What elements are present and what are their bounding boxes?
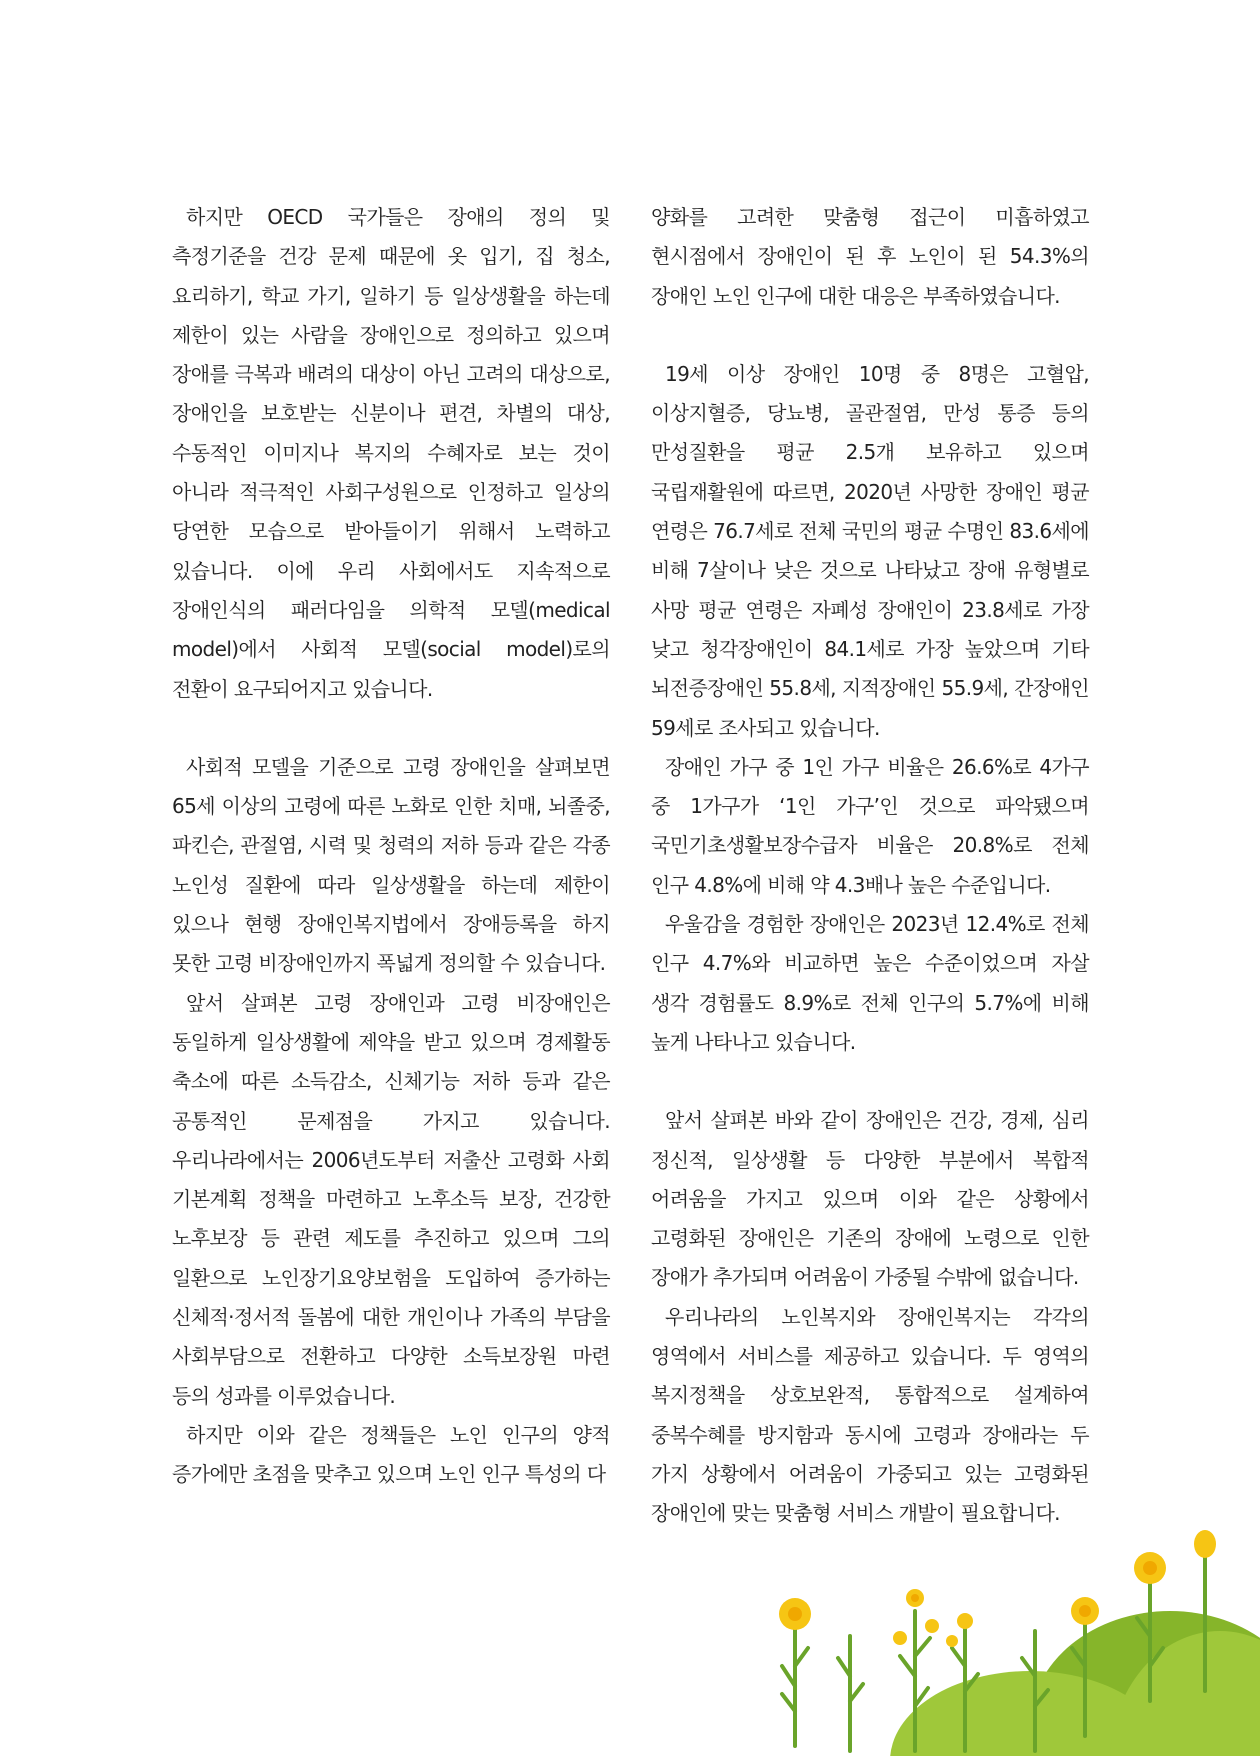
paragraph-chronic-disease: 19세 이상 장애인 10명 중 8명은 고혈압, 이상지혈증, 당뇨병, 골관절염, 만성 통증 등의 만성질환을 평균 2.5개 보유하고 있으며 국립재활원에 따르면, 2020년 사망한 장애인 평균 연령은 76.7세로 전체 국민의 평균 수명인 83.6세에 비해 7살이나 낮은 것으로 나타났고 장애 유형별로 사망 평균 연령은 자폐성 장애인이 23.8세로 가장 낮고 청각장애인이 84.1세로 가장 높았으며 기타 뇌전증장애인 55.8세, 지적장애인 55.9세, 간장애인 59세로 조사되고 있습니다. (651, 361, 1089, 740)
left-column (172, 198, 610, 1495)
flower (1071, 1597, 1099, 1625)
flower (946, 1635, 958, 1647)
flower (1194, 1530, 1216, 1558)
paragraph-gap (651, 1062, 1089, 1101)
paragraph-policy-limits: 하지만 이와 같은 정책들은 노인 인구의 양적 증가에만 초점을 맞추고 있으며 노인 인구 특성의 다 (172, 1422, 610, 1487)
flower (906, 1589, 924, 1607)
paragraph-single-household: 장애인 가구 중 1인 가구 비율은 26.6%로 4가구 중 1가구가 ‘1인 가구’인 것으로 파악됐으며 국민기초생활보장수급자 비율은 20.8%로 전체 인구 4.8%에 비해 약 4.3배나 높은 수준입니다. (651, 754, 1089, 897)
flower (893, 1631, 907, 1645)
flower-hill-illustration (700, 1526, 1260, 1756)
paragraph-policy-limits-cont: 양화를 고려한 맞춤형 접근이 미흡하였고 현시점에서 장애인이 된 후 노인이 된 54.3%의 장애인 노인 인구에 대한 대응은 부족하였습니다. (651, 205, 1089, 308)
flower (779, 1598, 811, 1630)
paragraph-complex-difficulties: 앞서 살펴본 바와 같이 장애인은 건강, 경제, 심리 정신적, 일상생활 등 다양한 부분에서 복합적 어려움을 가지고 있으며 이와 같은 상황에서 고령화된 장애인은 기존의 장애에 노령으로 인한 장애가 추가되며 어려움이 가중될 수밖에 없습니다. (651, 1108, 1089, 1290)
paragraph-welfare-integration: 우리나라의 노인복지와 장애인복지는 각각의 영역에서 서비스를 제공하고 있습니다. 두 영역의 복지정책을 상호보완적, 통합적으로 설계하여 중복수혜를 방지함과 동시에 고령과 장애라는 두 가지 상황에서 어려움이 가중되고 있는 고령화된 장애인에 맞는 맞춤형 서비스 개발이 필요합니다. (651, 1304, 1089, 1526)
paragraph-gap (651, 316, 1089, 355)
flower (925, 1619, 939, 1633)
paragraph-disability-definition: 하지만 OECD 국가들은 장애의 정의 및 측정기준을 건강 문제 때문에 옷 입기, 집 청소, 요리하기, 학교 가기, 일하기 등 일상생활을 하는데 제한이 있는 사람을 장애인으로 정의하고 있으며 장애를 극복과 배려의 대상이 아닌 고려의 대상으로, 장애인을 보호받는 신분이나 편견, 차별의 대상, 수동적인 이미지나 복지의 수혜자로 보는 것이 아니라 적극적인 사회구성원으로 인정하고 일상의 당연한 모습으로 받아들이기 위해서 노력하고 있습니다. 이에 우리 사회에서도 지속적으로 장애인식의 패러다임을 의학적 모델(medical model)에서 사회적 모델(social model)로의 전환이 요구되어지고 있습니다. (172, 205, 610, 701)
flower (1134, 1552, 1166, 1584)
paragraph-common-problems: 앞서 살펴본 고령 장애인과 고령 비장애인은 동일하게 일상생활에 제약을 받고 있으며 경제활동 축소에 따른 소득감소, 신체기능 저하 등과 같은 공통적인 문제점을 가지고 있습니다. 우리나라에서는 2006년도부터 저출산 고령화 사회 기본계획 정책을 마련하고 노후소득 보장, 건강한 노후보장 등 관련 제도를 추진하고 있으며 그의 일환으로 노인장기요양보험을 도입하여 증가하는 신체적·정서적 돌봄에 대한 개인이나 가족의 부담을 사회부담으로 전환하고 다양한 소득보장원 마련 등의 성과를 이루었습니다. (172, 990, 610, 1408)
paragraph-gap (172, 709, 610, 748)
stem (838, 1636, 863, 1751)
right-column (651, 198, 1089, 1534)
paragraph-social-model: 사회적 모델을 기준으로 고령 장애인을 살펴보면 65세 이상의 고령에 따른 노화로 인한 치매, 뇌졸중, 파킨슨, 관절염, 시력 및 청력의 저하 등과 같은 각종 노인성 질환에 따라 일상생활을 하는데 제한이 있으나 현행 장애인복지법에서 장애등록을 하지 못한 고령 비장애인까지 폭넓게 정의할 수 있습니다. (172, 754, 610, 976)
flower (957, 1613, 973, 1629)
paragraph-depression: 우울감을 경험한 장애인은 2023년 12.4%로 전체 인구 4.7%와 비교하면 높은 수준이었으며 자살 생각 경험률도 8.9%로 전체 인구의 5.7%에 비해 높게 나타나고 있습니다. (651, 912, 1089, 1054)
